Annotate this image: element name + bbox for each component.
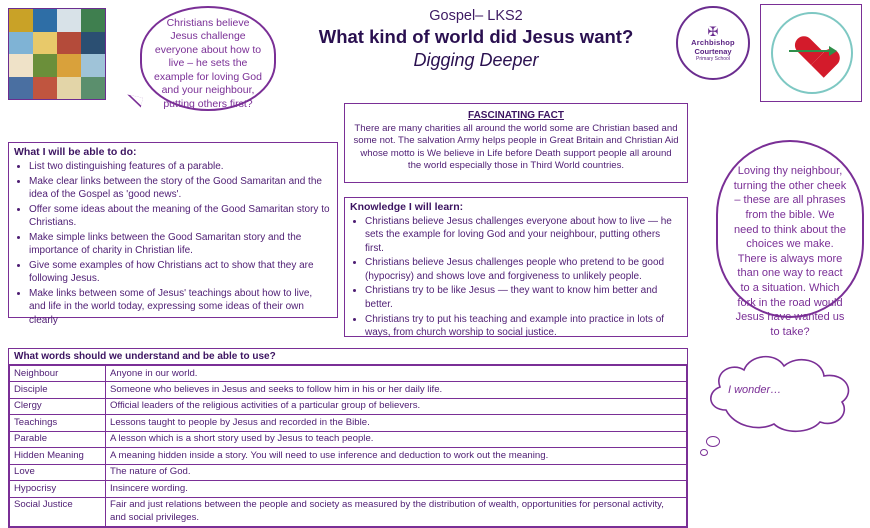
- crest-line-3: Primary School: [696, 55, 730, 62]
- table-row: [10, 497, 687, 526]
- fascinating-fact-text: There are many charities all around the world some are Christian based and some not. The salvation Army helps people in Great Britain and Christian Aid whose motto is We believe in Life before Death support people all around the world especially those in Third World countries.: [353, 123, 679, 172]
- school-crest: [676, 6, 750, 80]
- table-row: [10, 366, 687, 382]
- cloud-bubble-dot-small: [700, 449, 708, 456]
- collage-image: [8, 8, 106, 100]
- list-item: • Christians believe Jesus challenges everyone about how to live — he sets the example for loving God and your neighbour, putting others first.: [365, 215, 681, 255]
- cloud-shape-icon: [700, 348, 868, 438]
- speech-bubble-left: [140, 6, 276, 111]
- vocab-term: Disciple: [10, 382, 106, 398]
- vocab-term: Neighbour: [10, 366, 106, 382]
- vocab-term: Hypocrisy: [10, 481, 106, 497]
- list-item: • Christians try to put his teaching and example into practice in lots of ways, from church worship to social justice.: [365, 313, 681, 340]
- crest-line-2: Courtenay: [694, 46, 732, 56]
- speech-bubble-left-text: Christians believe Jesus challenge everyone about how to live – he sets the example for loving God and your neighbour, putting others first?: [154, 17, 262, 110]
- vocab-definition: Anyone in our world.: [106, 366, 687, 382]
- vocab-definition: Official leaders of the religious activities of a particular group of believers.: [106, 398, 687, 414]
- vocab-definition: A meaning hidden inside a story. You will need to use inference and deduction to work out the meaning.: [106, 448, 687, 464]
- vocab-term: Parable: [10, 431, 106, 447]
- knowledge-heading: Knowledge I will learn:: [350, 201, 464, 213]
- vocab-term: Love: [10, 464, 106, 480]
- vocab-term: Social Justice: [10, 497, 106, 526]
- cross-icon: ✠: [707, 23, 719, 39]
- page-subtitle: Digging Deeper: [413, 50, 539, 70]
- list-item: • Christians believe Jesus challenges people who pretend to be good (hypocrisy) and shows love and forgiveness to unlikely people.: [365, 256, 681, 283]
- fascinating-fact-box: [344, 103, 688, 183]
- gospel-label: Gospel– LKS2: [429, 8, 523, 24]
- list-item: • List two distinguishing features of a parable.: [29, 160, 331, 173]
- list-item: • Make simple links between the Good Samaritan story and the importance of charity in Christian life.: [29, 231, 331, 258]
- thought-bubble-right: [716, 140, 864, 338]
- vocabulary-table: [8, 348, 688, 528]
- thought-bubble-right-text: Loving thy neighbour, turning the other cheek – these are all phrases from the bible. We need to think about the choices we make. There is always more than one way to react to a situation. Which fork in the road would Jesus have wanted us to take?: [733, 165, 847, 338]
- vocab-definition: A lesson which is a short story used by Jesus to teach people.: [106, 431, 687, 447]
- table-row: [10, 398, 687, 414]
- table-row: [10, 415, 687, 431]
- vocab-term: Clergy: [10, 398, 106, 414]
- wonder-cloud-text: I wonder…: [728, 384, 782, 396]
- vocab-definition: Fair and just relations between the people and society as measured by the distribution of wealth, opportunities for personal activity, and social privileges.: [106, 497, 687, 526]
- list-item: • Give some examples of how Christians act to show that they are following Jesus.: [29, 259, 331, 286]
- list-item: • Christians try to be like Jesus — they want to know him better and better.: [365, 284, 681, 311]
- vocab-definition: Someone who believes in Jesus and seeks to follow him in his or her daily life.: [106, 382, 687, 398]
- fascinating-fact-heading: FASCINATING FACT: [468, 110, 564, 121]
- page-header: [286, 8, 666, 71]
- cloud-bubble-dot-large: [706, 436, 720, 447]
- learning-objectives-box: [8, 142, 338, 326]
- heart-with-arrow-icon: [771, 12, 853, 94]
- knowledge-box: [344, 197, 688, 337]
- list-item: • Make links between some of Jesus' teachings about how to live, and life in the world today, expressing some ideas of their own clearly: [29, 287, 331, 327]
- table-row: [10, 481, 687, 497]
- vocab-definition: Insincere wording.: [106, 481, 687, 497]
- list-item: • Make clear links between the story of the Good Samaritan and the idea of the Gospel as 'good news'.: [29, 175, 331, 202]
- vocab-term: Teachings: [10, 415, 106, 431]
- learning-objectives-list: [9, 160, 337, 333]
- vocab-definition: The nature of God.: [106, 464, 687, 480]
- table-row: [10, 464, 687, 480]
- table-row: [10, 448, 687, 464]
- page-title: What kind of world did Jesus want?: [318, 26, 634, 47]
- speech-bubble-tail-icon: [125, 94, 143, 107]
- learning-objectives-heading: What I will be able to do:: [14, 146, 137, 158]
- wonder-cloud: [700, 348, 868, 468]
- table-row: [10, 431, 687, 447]
- vocab-definition: Lessons taught to people by Jesus and recorded in the Bible.: [106, 415, 687, 431]
- knowledge-list: [345, 215, 687, 345]
- crest-line-1: Archbishop: [691, 37, 735, 47]
- logo-box: [760, 4, 862, 102]
- vocab-term: Hidden Meaning: [10, 448, 106, 464]
- table-row: [10, 382, 687, 398]
- vocabulary-heading: What words should we understand and be able to use?: [9, 349, 687, 365]
- list-item: • Offer some ideas about the meaning of the Good Samaritan story to Christians.: [29, 203, 331, 230]
